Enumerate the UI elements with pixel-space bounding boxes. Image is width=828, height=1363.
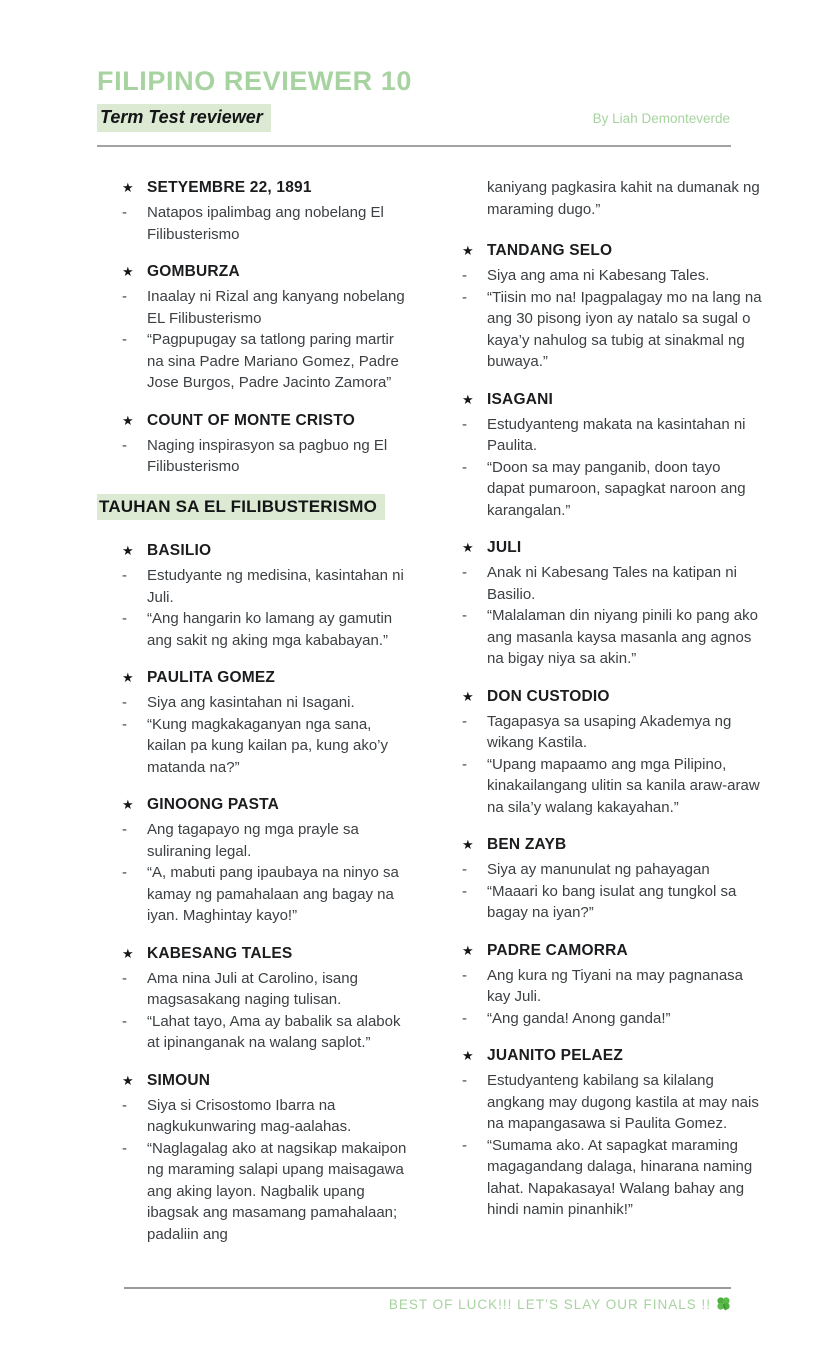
entry-title: JULI [487,539,522,556]
entry-title: GINOONG PASTA [147,796,280,813]
quote-continuation: kaniyang pagkasira kahit na dumanak ng maraming dugo.” [487,179,760,218]
entry-title-row [122,540,410,562]
clover-icon [716,1296,731,1314]
bullet-row [462,965,762,1008]
dash-marker: - [122,1139,127,1157]
bullet-row [462,754,762,819]
left-column [97,177,410,1261]
entry-title: JUANITO PELAEZ [487,1047,624,1064]
author-byline: By Liah Demonteverde [592,111,730,126]
entry-title: BEN ZAYB [487,836,567,853]
star-icon: ★ [122,945,134,961]
entry-kabesang-tales [97,943,410,1054]
bullet-text: “A, mabuti pang ipaubaya na ninyo sa kamay ng pamahalaan ang bagay na iyan. Maghintay kayo!” [147,864,399,924]
entry-title: ISAGANI [487,390,553,408]
section-heading: TAUHAN SA EL FILIBUSTERISMO [97,494,385,521]
entry-title: PAULITA GOMEZ [147,669,276,686]
dash-marker: - [122,969,127,987]
entry-title-row [462,1045,762,1067]
bullet-row [122,1011,410,1054]
star-icon: ★ [122,543,134,558]
entry-paulita [97,667,410,778]
entry-title: SIMOUN [147,1071,211,1089]
bullet-text: Estudyanteng makata na kasintahan ni Paulita. [487,415,746,454]
dash-marker: - [462,267,467,284]
entry-title-row [462,537,762,559]
bullet-row [462,711,762,754]
star-icon: ★ [462,391,474,407]
bullet-text: Ang kura ng Tiyani na may pagnanasa kay Juli. [487,966,744,1005]
bullet-text: Siya ang kasintahan ni Isagani. [147,694,355,711]
dash-marker: - [462,1136,467,1154]
bullet-text: “Ang ganda! Anong ganda!” [487,1009,671,1027]
bullet-row [122,565,410,608]
entry-title-row [462,940,762,962]
bullet-row [122,819,410,862]
bullet-row [462,859,762,881]
bullet-text: Tagapasya sa usaping Akademya ng wikang Kastila. [487,712,732,751]
star-icon: ★ [462,837,474,852]
dash-marker: - [122,288,127,305]
bullet-row [122,862,410,927]
dash-marker: - [122,694,127,711]
entry-title-row [122,943,410,965]
bullet-text: “Kung magkakaganyan nga sana, kailan pa kung kailan pa, kung ako’y matanda na?” [147,715,388,776]
entry-title-row [462,240,762,262]
star-icon: ★ [122,1072,134,1088]
bullet-row [122,435,410,478]
dash-marker: - [122,715,127,733]
bullet-text: “Naglagalag ako at nagsikap makaipon ng maraming salapi upang maisagawa ang aking layon. Nagbalik upang ibagsak ang masamang pamahalaan; padaliin ang [147,1139,407,1243]
bullet-text: “Doon sa may panganib, doon tayo dapat pumaroon, sapagkat naroon ang karangalan.” [487,458,746,519]
star-icon: ★ [122,180,134,195]
bullet-row [122,202,410,245]
bullet-text: “Tiisin mo na! Ipagpalagay mo na lang na ang 30 pisong iyon ay natalo sa sugal o kaya’y nahulog sa tubig at sinakmal ng buwaya.” [487,288,762,370]
entry-simoun [97,1070,410,1246]
entry-title-row [122,177,410,199]
dash-marker: - [122,821,127,838]
bullet-row [122,329,410,394]
bullet-text: “Upang mapaamo ang mga Pilipino, kinakailangang ulitin sa kanila araw-araw na sila’y walang kakayahan.” [487,755,760,816]
bullet-text: “Maaari ko bang isulat ang tungkol sa bagay na iyan?” [487,882,737,921]
dash-marker: - [122,1012,127,1030]
bullet-text: Siya ay manunulat ng pahayagan [487,861,710,878]
bullet-row [462,881,762,924]
bullet-text: Anak ni Kabesang Tales na katipan ni Basilio. [487,564,737,603]
entry-don-custodio [462,686,762,819]
entry-title: SETYEMBRE 22, 1891 [147,179,312,196]
entry-title: GOMBURZA [147,263,240,280]
footer-message-text: BEST OF LUCK!!! LET’S SLAY OUR FINALS !! [388,1297,711,1312]
star-icon: ★ [122,670,134,685]
dash-marker: - [122,204,127,221]
dash-marker: - [462,882,467,900]
star-icon: ★ [462,1048,474,1063]
right-column [462,177,762,1237]
dash-marker: - [122,436,127,454]
bullet-row [122,968,410,1011]
bullet-text: “Pagpupugay sa tatlong paring martir na sina Padre Mariano Gomez, Padre Jose Burgos, Padre Jacinto Zamora” [147,331,399,391]
entry-title-row [122,1070,410,1092]
entry-monte-cristo [97,410,410,478]
dash-marker: - [122,864,127,881]
bullet-row [462,265,762,287]
bullet-row [462,1070,762,1135]
star-icon: ★ [462,243,474,258]
bullet-row [462,1135,762,1221]
entry-title-row [462,389,762,411]
header-divider [97,145,731,147]
dash-marker: - [462,288,467,306]
bullet-row [462,457,762,522]
bullet-text: Ama nina Juli at Carolino, isang magsasakang naging tulisan. [147,969,358,1008]
dash-marker: - [462,607,467,624]
bullet-text: Naging inspirasyon sa pagbuo ng El Filibusterismo [147,436,388,475]
dash-marker: - [462,1072,467,1089]
bullet-text: Natapos ipalimbag ang nobelang El Filibusterismo [147,204,384,243]
entry-padre-camorra [462,940,762,1030]
bullet-row [462,605,762,670]
star-icon: ★ [462,688,474,704]
dash-marker: - [122,1096,127,1114]
entry-juanito-pelaez [462,1045,762,1221]
footer-divider [124,1287,731,1289]
entry-ben-zayb [462,834,762,924]
page-subtitle: Term Test reviewer [97,104,271,132]
entry-title: KABESANG TALES [147,944,293,962]
entry-title: DON CUSTODIO [487,687,610,705]
dash-marker: - [122,610,127,627]
entry-title-row [122,794,410,816]
star-icon: ★ [122,264,134,279]
entry-setyembre [97,177,410,245]
entry-title: TANDANG SELO [487,242,613,259]
bullet-text: Siya ang ama ni Kabesang Tales. [487,267,710,284]
bullet-row [462,287,762,373]
bullet-text: “Malalaman din niyang pinili ko pang ako ang masanla kaysa masanla ang agnos na bigay niya sa akin.” [487,607,758,667]
bullet-row [122,692,410,714]
entry-title-row [462,834,762,856]
bullet-row [122,286,410,329]
footer-message [124,1296,731,1314]
bullet-row [122,1095,410,1138]
star-icon: ★ [462,540,474,555]
star-icon: ★ [122,412,134,428]
dash-marker: - [462,415,467,433]
bullet-row [462,562,762,605]
dash-marker: - [462,712,467,730]
entry-title: BASILIO [147,542,212,559]
bullet-text: “Lahat tayo, Ama ay babalik sa alabok at ipinanganak na walang saplot.” [147,1012,401,1051]
dash-marker: - [462,1009,467,1027]
dash-marker: - [122,331,127,348]
bullet-row [462,414,762,457]
entry-title-row [122,410,410,432]
dash-marker: - [462,564,467,581]
bullet-text: Inaalay ni Rizal ang kanyang nobelang EL Filibusterismo [147,288,405,327]
bullet-text: “Sumama ako. At sapagkat maraming magagandang dalaga, hinarana naming lahat. Napakasaya! Walang bahay ang hindi namin pinanhik!” [487,1136,753,1218]
dash-marker: - [462,755,467,773]
bullet-text: Ang tagapayo ng mga prayle sa suliraning legal. [147,821,359,860]
entry-title-row [462,686,762,708]
entry-gomburza [97,261,410,394]
bullet-row [122,608,410,651]
bullet-row [122,714,410,779]
dash-marker: - [462,861,467,878]
bullet-row [462,1008,762,1030]
entry-title: COUNT OF MONTE CRISTO [147,411,355,429]
entry-title-row [122,261,410,283]
dash-marker: - [462,458,467,476]
bullet-text: “Ang hangarin ko lamang ay gamutin ang sakit ng aking mga kababayan.” [147,610,393,649]
star-icon: ★ [122,797,134,812]
entry-title-row [122,667,410,689]
bullet-text: Estudyante ng medisina, kasintahan ni Juli. [147,567,404,606]
bullet-text: Estudyanteng kabilang sa kilalang angkang may dugong kastila at may nais na mapangasawa si Paulita Gomez. [487,1072,759,1132]
entry-basilio [97,540,410,651]
entry-title: PADRE CAMORRA [487,941,628,959]
entry-juli [462,537,762,670]
star-icon: ★ [462,942,474,958]
dash-marker: - [122,567,127,584]
entry-ginoong-pasta [97,794,410,927]
dash-marker: - [462,966,467,984]
bullet-row [122,1138,410,1246]
entry-isagani [462,389,762,522]
bullet-text: Siya si Crisostomo Ibarra na nagkukunwaring mag-aalahas. [147,1096,352,1135]
page-title: FILIPINO REVIEWER 10 [97,66,413,96]
entry-tandang-selo [462,240,762,373]
